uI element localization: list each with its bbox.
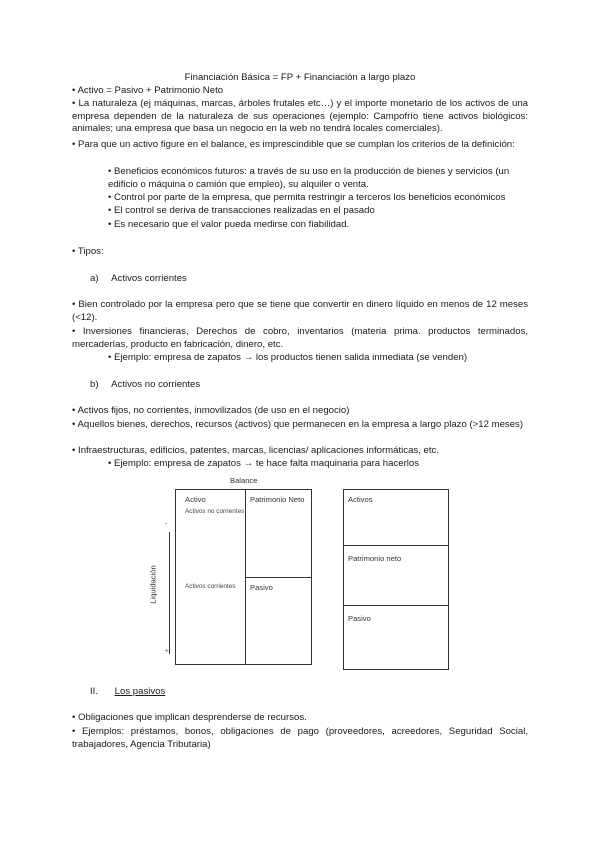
criterio-item: • El control se deriva de transacciones realizadas en el pasado [108,205,375,216]
section-b-heading [90,379,200,392]
right-divider-1 [343,545,449,546]
right-patrimonio-neto-label: Patrimonio neto [348,554,402,563]
diagram-title: Balance [230,476,258,485]
pasivos-paragraph-1: • Obligaciones que implican desprenderse de recursos. [72,712,307,723]
pasivo-left-label: Pasivo [250,583,273,592]
no-corrientes-paragraph-1: • Activos fijos, no corrientes, inmovilizados (de uso en el negocio) [72,405,350,416]
pasivos-paragraph-2: • Ejemplos: préstamos, bonos, obligaciones de pago (proveedores, acreedores, Seguridad Social, trabajadores, Agencia Tributaria) [72,726,528,750]
no-corrientes-example: • Ejemplo: empresa de zapatos → te hace falta maquinaria para hacerlos [108,458,420,469]
liquidity-axis [169,532,170,654]
right-divider-2 [343,605,449,606]
section-ii-number: II. [90,686,98,697]
no-corrientes-paragraph-3: • Infraestructuras, edificios, patentes, marcas, licencias/ aplicaciones informáticas, etc. [72,445,440,456]
right-pasivo-label: Pasivo [348,614,371,623]
naturaleza-paragraph: • La naturaleza (ej máquinas, marcas, árboles frutales etc…) y el importe monetario de los activos de una empresa dependen de la naturaleza de sus operaciones (ejemplo: Campofrío tiene activos biológicos: animales; una empresa que basa un negocio en la web no tendrá locales comerciales). [72,98,528,135]
column-patrimonio-neto: Patrimonio Neto [250,495,305,504]
criterios-intro: • Para que un activo figure en el balance, es imprescindible que se cumplan los criterios de la definición: [72,139,515,150]
pasivo-divider [245,577,312,578]
liquidez-label: Liquidación [148,565,158,604]
right-activos-label: Activos [348,495,373,504]
activos-corrientes-label: Activos corrientes [185,583,236,590]
activo-equation: • Activo = Pasivo + Patrimonio Neto [72,85,224,96]
tipos-label: • Tipos: [72,246,104,257]
criterio-item: • Beneficios económicos futuros: a través de su uso en la producción de bienes y servicios (un edificio o máquina o camión que empleo), su alquiler o venta. [108,166,510,190]
section-a-heading [90,273,187,286]
section-a-number: a) [90,273,99,284]
right-balance-table [343,489,449,670]
section-b-number: b) [90,379,99,390]
tick-plus: + [165,648,169,655]
criterio-item: • Control por parte de la empresa, que permita restringir a terceros los beneficios económicos [108,192,506,203]
corrientes-paragraph-1: • Bien controlado por la empresa pero que se tiene que convertir en dinero líquido en menos de 12 meses (<12). [72,299,528,323]
no-corrientes-paragraph-2: • Aquellos bienes, derechos, recursos (activos) que permanecen en la empresa a largo plazo (>12 meses) [72,419,524,430]
section-a-title: Activos corrientes [111,273,187,284]
section-ii-heading [90,686,165,699]
activos-no-corrientes-label: Activos no corrientes [185,508,245,515]
balance-diagram [150,476,470,676]
document-title: Financiación Básica = FP + Financiación a largo plazo [184,72,416,83]
criterio-item: • Es necesario que el valor pueda medirse con fiabilidad. [108,219,350,230]
corrientes-paragraph-2: • Inversiones financieras, Derechos de cobro, inventarios (materia prima. productos terminados, mercaderías, producto en fabricación, dinero, etc. [72,326,528,350]
corrientes-example: • Ejemplo: empresa de zapatos → los productos tienen salida inmediata (se venden) [108,352,468,363]
tick-minus: - [165,520,168,527]
section-b-title: Activos no corrientes [111,379,201,390]
column-activo: Activo [185,495,206,504]
section-ii-title: Los pasivos [114,686,166,697]
